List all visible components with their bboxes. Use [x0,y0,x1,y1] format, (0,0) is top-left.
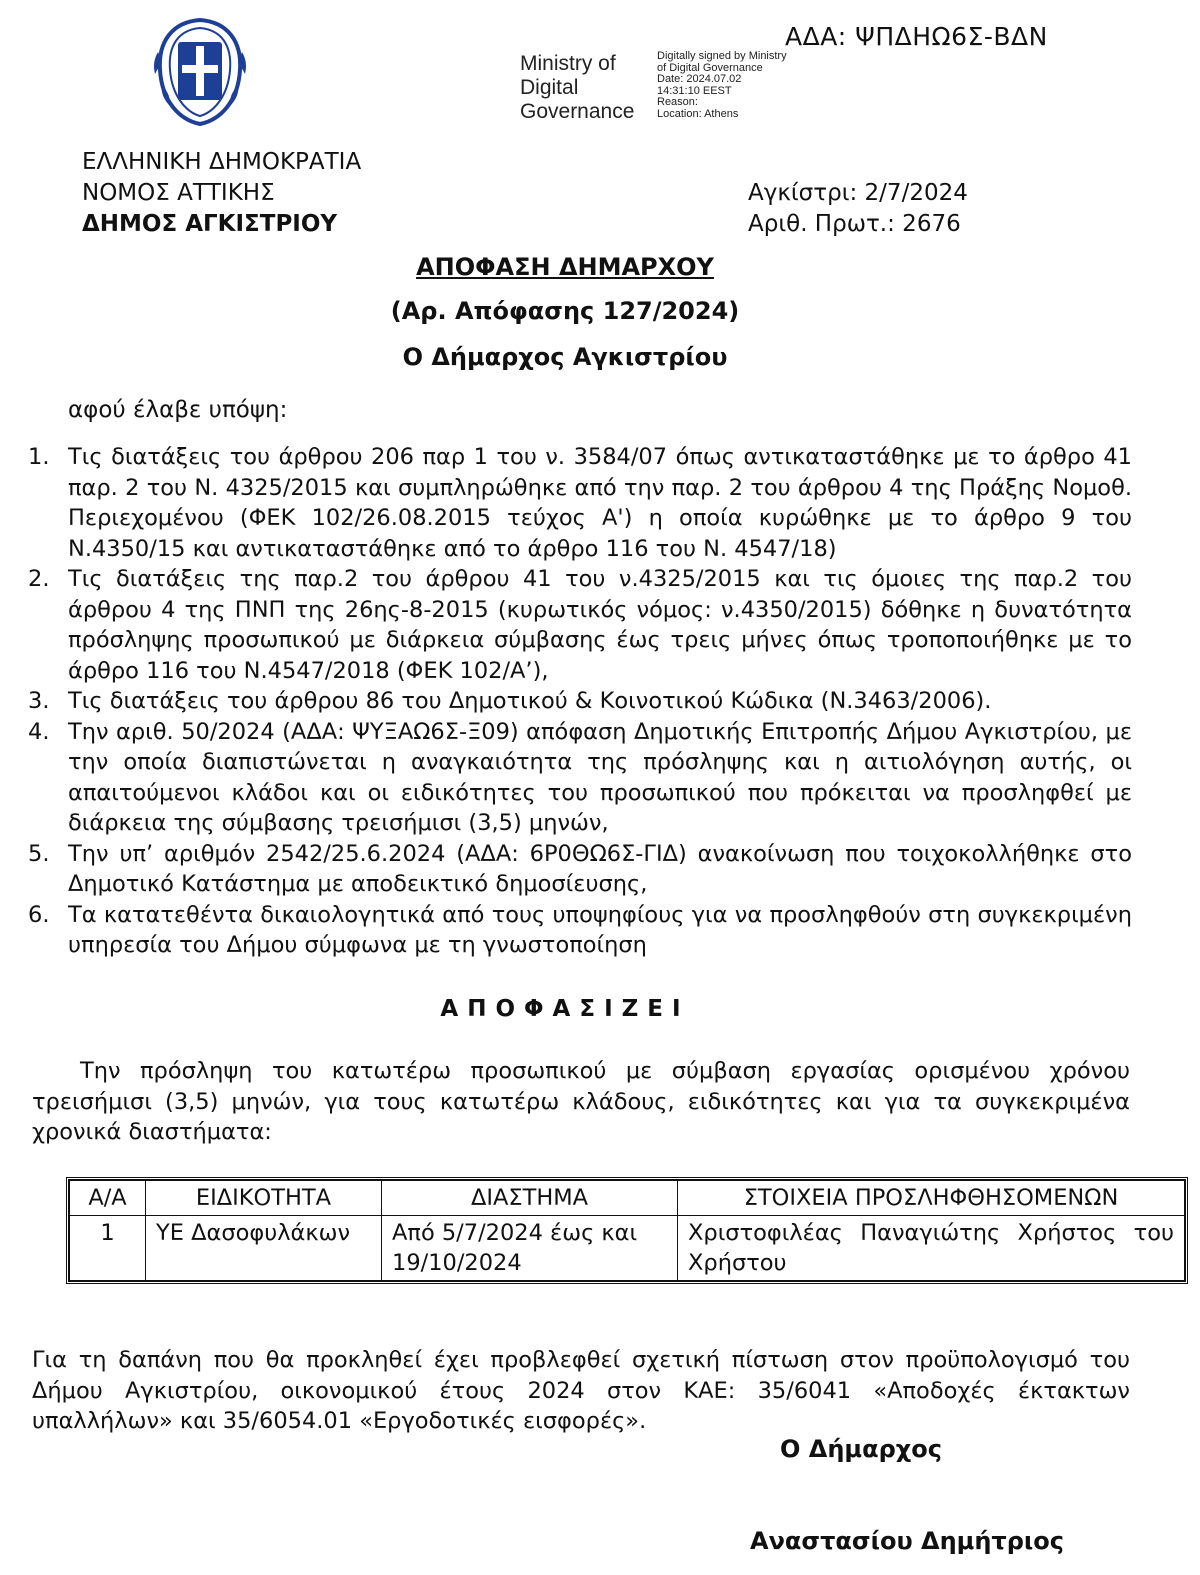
mayor-heading: Ο Δήμαρχος Αγκιστρίου [402,343,728,371]
list-item [28,900,1132,961]
list-number: 3. [28,688,50,714]
list-number: 1. [28,444,50,470]
hiring-table [66,1177,1188,1284]
ministry-line: Ministry of [520,52,616,75]
list-item [28,442,1132,564]
issuer-municipality: ΔΗΜΟΣ ΑΓΚΙΣΤΡΙΟΥ [82,211,338,237]
considerations-intro: αφού έλαβε υπόψη: [68,397,288,423]
list-number: 6. [28,901,50,928]
signature-line: of Digital Governance [657,61,763,74]
ada-code: ΑΔΑ: ΨΠΔΗΩ6Σ-ΒΔΝ [785,22,1048,51]
greek-coat-of-arms-icon [140,12,260,132]
signature-line: Location: Athens [657,107,739,120]
document-date: Αγκίστρι: 2/7/2024 [748,180,968,206]
signature-line: Digitally signed by Ministry [657,50,787,62]
table-cell: Από 5/7/2024 έως και 19/10/2024 [382,1216,678,1281]
list-text: Τις διατάξεις του άρθρου 206 παρ 1 του ν. 3584/07 όπως αντικαταστάθηκε με το άρθρο 41 παρ. 2 του Ν. 4325/2015 και συμπληρώθηκε από την παρ. 2 του άρθρου 4 της Πράξης Νομοθ. Περιεχομένου (ΦΕΚ 102/26.08.2015 τεύχος Α') η οποία κυρώθηκε με το άρθρο 9 του Ν.4350/15 και αντικαταστάθηκε από το άρθρο 116 του Ν. 4547/18) [68,444,1132,562]
table-header-row [70,1181,1185,1216]
ministry-label [520,52,634,124]
list-text: Τα κατατεθέντα δικαιολογητικά από τους υποψηφίους για να προσληφθούν στη συγκεκριμένη υπηρεσία του Δήμου σύμφωνα με τη γνωστοποίηση [68,901,1132,958]
document-title: ΑΠΟΦΑΣΗ ΔΗΜΑΡΧΟΥ [416,253,714,281]
list-item [28,717,1132,839]
considerations-list [28,442,1132,961]
list-number: 2. [28,566,50,592]
issuer-country: ΕΛΛΗΝΙΚΗ ΔΗΜΟΚΡΑΤΙΑ [82,149,362,175]
decision-heading: ΑΠΟΦΑΣΙΖΕΙ [440,996,690,1022]
signer-name: Αναστασίου Δημήτριος [750,1527,1064,1555]
list-text: Την αριθ. 50/2024 (ΑΔΑ: ΨΥΞΑΩ6Σ-Ξ09) απόφαση Δημοτικής Επιτροπής Δήμου Αγκιστρίου, με την οποία διαπιστώνεται η αναγκαιότητα της πρόσληψης και η αιτιολόγηση αυτής, οι απαιτούμενοι κλάδοι και οι ειδικότητες του προσωπικού που πρόκειται να προσληφθεί με διάρκεια της σύμβασης τρεισήμισι (3,5) μηνών, [68,718,1132,836]
column-header: ΣΤΟΙΧΕΙΑ ΠΡΟΣΛΗΦΘΗΣΟΜΕΝΩΝ [678,1181,1185,1216]
decision-number: (Αρ. Απόφασης 127/2024) [390,297,740,325]
document-meta [748,178,968,240]
closing-title: Ο Δήμαρχος [780,1435,942,1463]
column-header: ΕΙΔΙΚΟΤΗΤΑ [146,1181,382,1216]
list-number: 5. [28,840,50,867]
ministry-line: Digital [520,76,579,99]
signature-line: 14:31:10 EEST [657,84,732,97]
table-cell: Χριστοφιλέας Παναγιώτης Χρήστος του Χρήστου [678,1216,1185,1281]
table-row [70,1216,1185,1281]
list-text: Την υπ’ αριθμόν 2542/25.6.2024 (ΑΔΑ: 6Ρ0ΘΩ6Σ-ΓΙΔ) ανακοίνωση που τοιχοκολλήθηκε στο Δημοτικό Κατάστημα με αποδεικτικό δημοσίευσης, [68,840,1132,897]
decision-paragraph: Την πρόσληψη του κατωτέρω προσωπικού με σύμβαση εργασίας ορισμένου χρόνου τρεισήμισι (3,5) μηνών, για τους κατωτέρω κλάδους, ειδικότητες και για τα συγκεκριμένα χρονικά διαστήματα: [32,1058,1130,1145]
table-cell: ΥΕ Δασοφυλάκων [146,1216,382,1281]
list-text: Τις διατάξεις του άρθρου 86 του Δημοτικού & Κοινοτικού Κώδικα (Ν.3463/2006). [68,688,992,714]
ministry-line: Governance [520,100,635,123]
signature-line: Date: 2024.07.02 [657,73,742,86]
signature-line: Reason: [657,96,698,109]
list-text: Τις διατάξεις της παρ.2 του άρθρου 41 του ν.4325/2015 και τις όμοιες της παρ.2 του άρθρου 4 της ΠΝΠ της 26ης-8-2015 (κυρωτικός νόμος: ν.4350/2015) δόθηκε η δυνατότητα πρόσληψης προσωπικού με διάρκεια σύμβασης έως τρεις μήνες όπως τροποποιήθηκε με το άρθρο 116 του Ν.4547/2018 (ΦΕΚ 102/Α’), [68,566,1132,684]
column-header: Α/Α [70,1181,146,1216]
digital-signature-block [657,51,787,121]
table-cell: 1 [70,1216,146,1281]
list-item [28,564,1132,686]
column-header: ΔΙΑΣΤΗΜΑ [382,1181,678,1216]
budget-paragraph: Για τη δαπάνη που θα προκληθεί έχει προβλεφθεί σχετική πίστωση στον προϋπολογισμό του Δήμου Αγκιστρίου, οικονομικού έτους 2024 στον ΚΑΕ: 35/6041 «Αποδοχές έκτακτων υπαλλήλων» και 35/6054.01 «Εργοδοτικές εισφορές». [32,1347,1130,1434]
protocol-number: Αριθ. Πρωτ.: 2676 [748,211,961,237]
list-item [28,686,1132,717]
issuer-prefecture: ΝΟΜΟΣ ΑΤΤΙΚΗΣ [82,180,275,206]
issuer-block [82,147,361,240]
list-item [28,839,1132,900]
list-number: 4. [28,718,50,745]
